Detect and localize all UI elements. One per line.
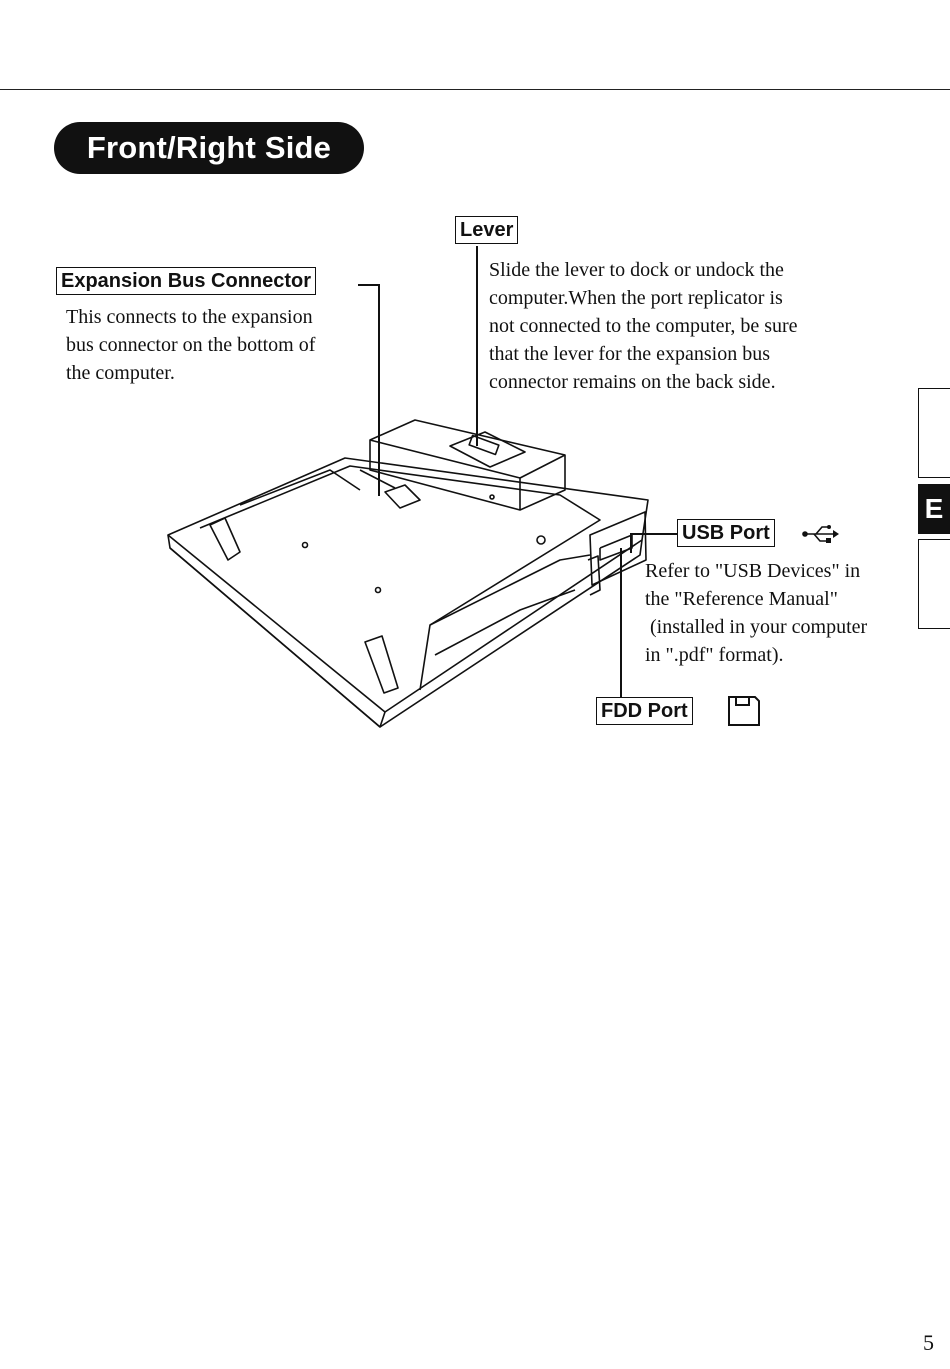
usb-leader-horizontal <box>630 533 678 535</box>
page-number: 5 <box>923 1330 934 1355</box>
fdd-leader-vertical <box>620 548 622 698</box>
lever-label: Lever <box>455 216 518 244</box>
usb-line-3: (installed in your computer <box>650 616 868 638</box>
expansion-bus-connector-label: Expansion Bus Connector <box>56 267 316 295</box>
expansion-bus-line-2: bus connector on the bottom of <box>66 334 316 356</box>
usb-port-label: USB Port <box>677 519 775 547</box>
lever-line-1: Slide the lever to dock or undock the <box>489 259 784 281</box>
expansion-bus-line-1: This connects to the expansion <box>66 306 313 328</box>
side-tab-upper <box>918 388 950 478</box>
expansion-bus-connector-description <box>66 303 315 387</box>
lever-line-3: not connected to the computer, be sure <box>489 315 798 337</box>
lever-description <box>489 256 798 396</box>
fdd-port-label: FDD Port <box>596 697 693 725</box>
usb-port-description <box>645 557 867 669</box>
side-tab-lower <box>918 539 950 629</box>
expansion-bus-line-3: the computer. <box>66 362 175 384</box>
usb-leader-vertical <box>630 533 632 553</box>
lever-line-5: connector remains on the back side. <box>489 371 776 393</box>
expansion-bus-leader-vertical <box>378 284 380 496</box>
lever-leader-vertical <box>476 246 478 446</box>
usb-icon <box>800 522 840 546</box>
usb-line-2: the "Reference Manual" <box>645 588 838 610</box>
floppy-disk-icon <box>726 694 762 728</box>
expansion-bus-leader-horizontal <box>358 284 380 286</box>
lever-line-2: computer.When the port replicator is <box>489 287 783 309</box>
lever-line-4: that the lever for the expansion bus <box>489 343 771 365</box>
side-tab-current: E <box>918 484 950 534</box>
usb-line-4: in ".pdf" format). <box>645 644 784 666</box>
usb-line-1: Refer to "USB Devices" in <box>645 560 861 582</box>
section-title: Front/Right Side <box>54 122 364 174</box>
